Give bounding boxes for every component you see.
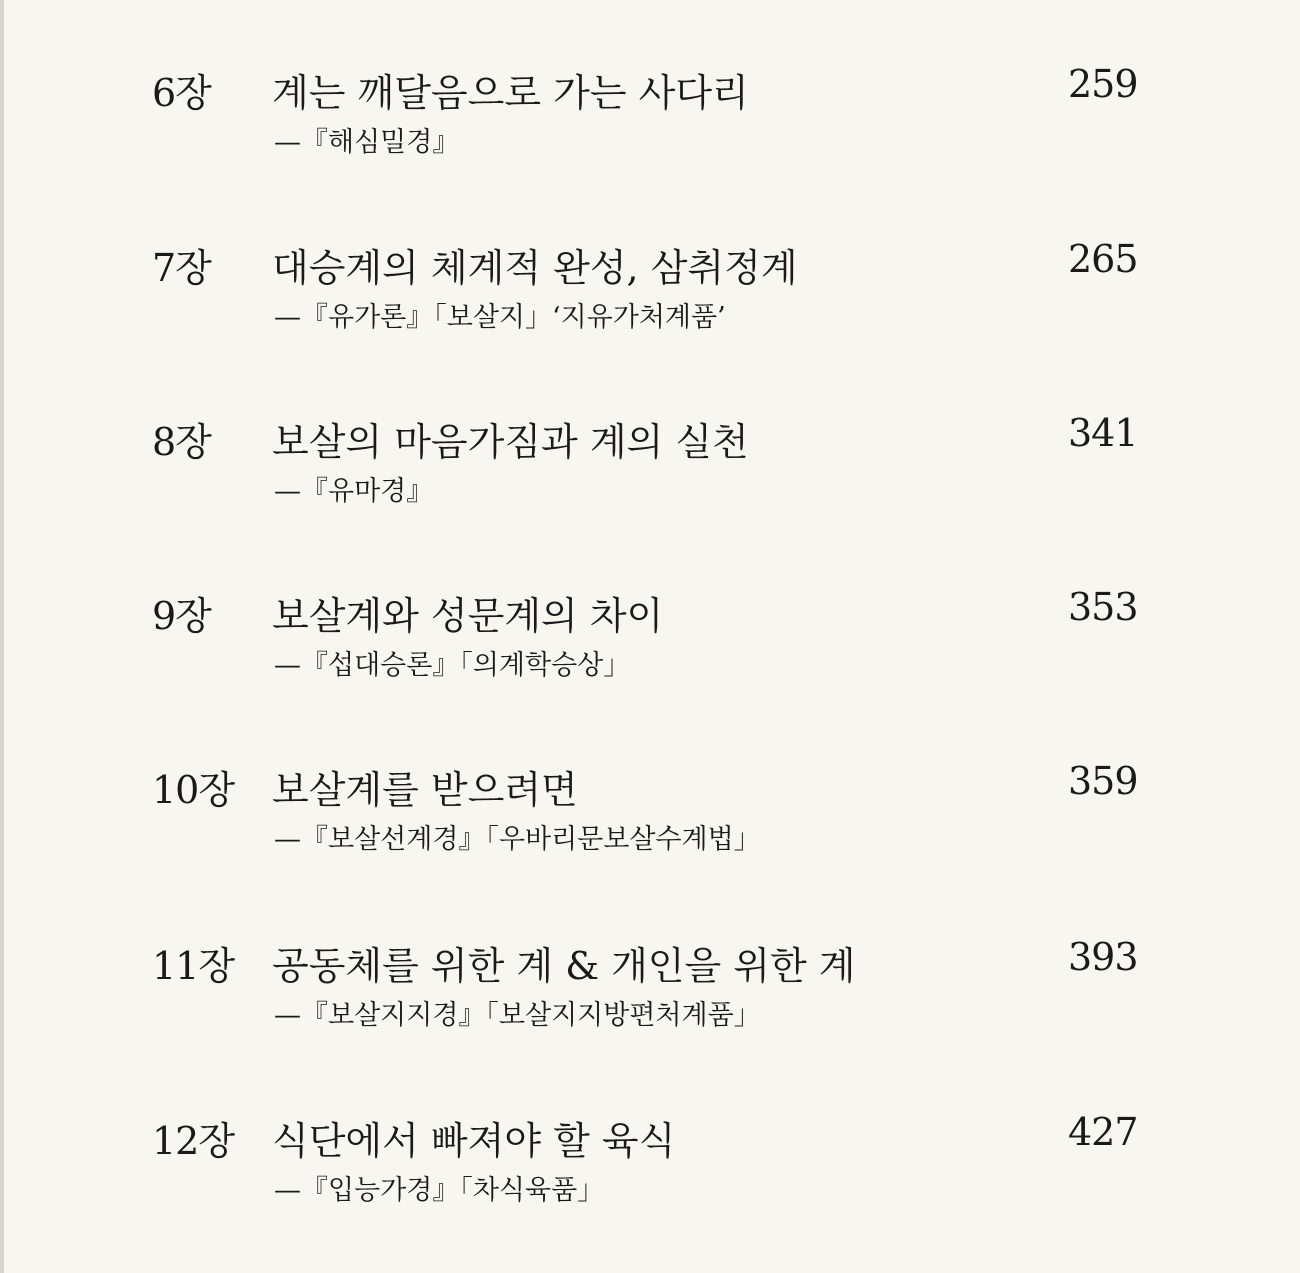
page-number: 393 <box>1068 935 1138 979</box>
toc-entry[interactable] <box>0 62 1300 182</box>
chapter-title: 보살계를 받으려면 <box>272 768 578 812</box>
chapter-number: 7장 <box>152 246 211 290</box>
chapter-source: —『해심밀경』 <box>274 127 460 158</box>
chapter-title: 대승계의 체계적 완성, 삼취정계 <box>272 246 798 290</box>
chapter-number: 11장 <box>152 944 235 988</box>
toc-entry[interactable] <box>0 935 1300 1055</box>
chapter-number: 12장 <box>152 1119 235 1163</box>
chapter-source: —『섭대승론』「의계학승상」 <box>274 650 631 681</box>
chapter-number: 6장 <box>152 71 211 115</box>
chapter-source: —『입능가경』「차식육품」 <box>274 1175 605 1206</box>
toc-entry[interactable] <box>0 759 1300 879</box>
page-number: 265 <box>1068 237 1138 281</box>
chapter-number: 8장 <box>152 420 211 464</box>
toc-entry[interactable] <box>0 1110 1300 1230</box>
page-number: 427 <box>1068 1110 1138 1154</box>
toc-entry[interactable] <box>0 237 1300 357</box>
chapter-source: —『유가론』「보살지」‘지유가처계품’ <box>274 302 726 333</box>
page-number: 341 <box>1068 411 1138 455</box>
chapter-title: 보살의 마음가짐과 계의 실천 <box>272 420 749 464</box>
chapter-title: 보살계와 성문계의 차이 <box>272 594 664 638</box>
toc-entry[interactable] <box>0 585 1300 705</box>
chapter-title: 공동체를 위한 계 & 개인을 위한 계 <box>272 944 856 988</box>
chapter-number: 9장 <box>152 594 211 638</box>
chapter-title: 계는 깨달음으로 가는 사다리 <box>272 71 749 115</box>
page-number: 353 <box>1068 585 1138 629</box>
toc-entry[interactable] <box>0 411 1300 531</box>
chapter-source: —『보살지지경』「보살지지방편처계품」 <box>274 1000 761 1031</box>
chapter-title: 식단에서 빠져야 할 육식 <box>272 1119 676 1163</box>
chapter-number: 10장 <box>152 768 235 812</box>
page-number: 359 <box>1068 759 1138 803</box>
chapter-source: —『유마경』 <box>274 476 434 507</box>
chapter-source: —『보살선계경』「우바리문보살수계법」 <box>274 824 761 855</box>
page-number: 259 <box>1068 62 1138 106</box>
